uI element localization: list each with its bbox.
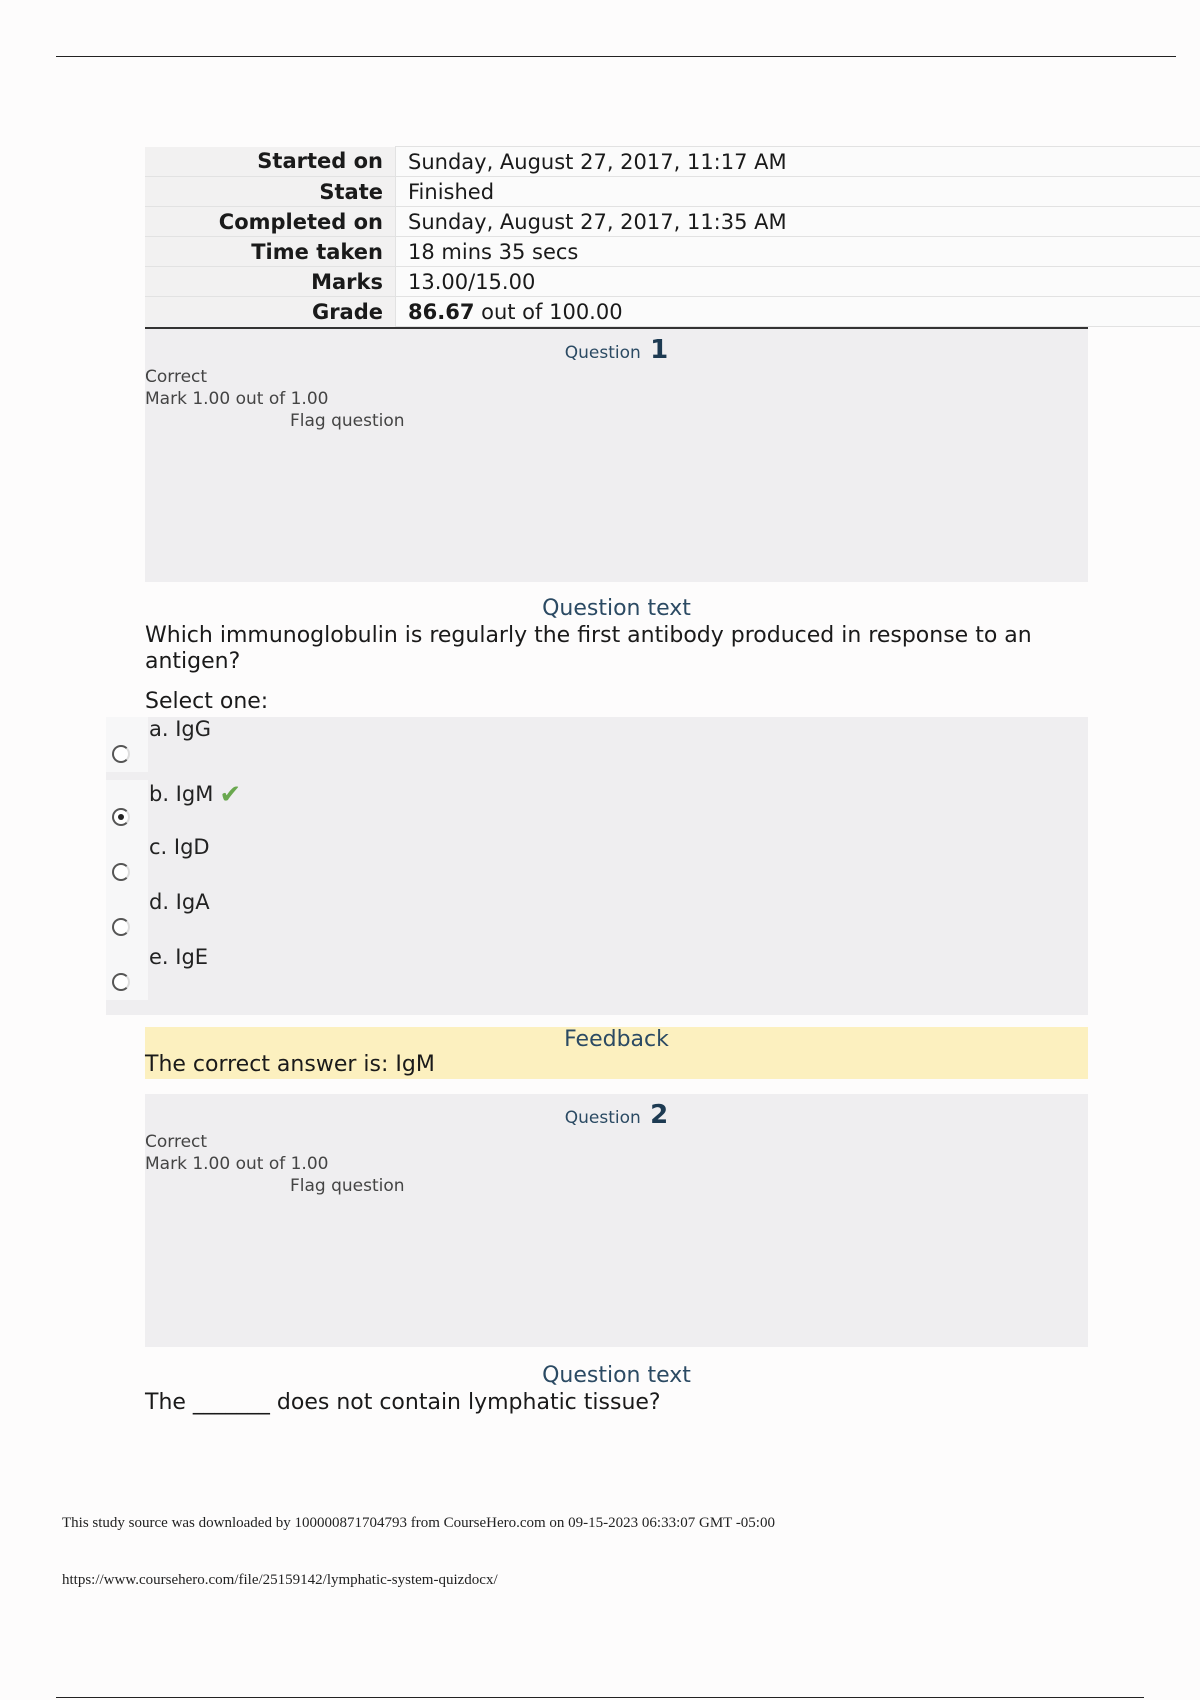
question-text-heading: Question text: [542, 1363, 691, 1388]
summary-value: Sunday, August 27, 2017, 11:35 AM: [396, 207, 1200, 237]
answer-option-e[interactable]: [106, 945, 1088, 1000]
question-number: 1: [650, 335, 669, 365]
radio-button[interactable]: [112, 863, 130, 881]
top-rule: [56, 56, 1176, 57]
summary-label: State: [145, 177, 396, 207]
question-2-text: The _______ does not contain lymphatic tissue?: [145, 1390, 661, 1415]
answer-label: a. IgG: [149, 717, 212, 741]
answer-label: d. IgA: [149, 890, 210, 914]
feedback-text: The correct answer is: IgM: [145, 1052, 435, 1077]
summary-label: Marks: [145, 267, 396, 297]
radio-button-selected[interactable]: [112, 808, 130, 826]
grade-value: 86.67: [408, 299, 475, 324]
summary-row: [145, 177, 1200, 207]
summary-row: [145, 297, 1200, 327]
source-url[interactable]: https://www.coursehero.com/file/25159142/lymphatic-system-quizdocx/: [62, 1572, 498, 1588]
summary-value: Sunday, August 27, 2017, 11:17 AM: [396, 147, 1200, 177]
answer-option-d[interactable]: [106, 890, 1088, 945]
answer-option-b[interactable]: [106, 780, 1088, 835]
question-1-heading: [145, 329, 1088, 365]
summary-value: [396, 297, 1200, 327]
radio-gutter: [106, 945, 148, 1000]
attempt-summary-table: [145, 146, 1200, 327]
answer-label-wrap: [149, 780, 241, 810]
flag-question-link[interactable]: Flag question: [290, 1176, 405, 1196]
summary-value: 13.00/15.00: [396, 267, 1200, 297]
summary-label: Completed on: [145, 207, 396, 237]
question-state: Correct: [145, 1132, 208, 1152]
summary-label: Started on: [145, 147, 396, 177]
summary-label: Time taken: [145, 237, 396, 267]
answer-label: b. IgM: [149, 782, 214, 806]
question-number: 2: [650, 1100, 669, 1130]
summary-row: [145, 147, 1200, 177]
question-2-heading: [145, 1094, 1088, 1130]
radio-gutter: [106, 835, 148, 890]
question-1-text: Which immunoglobulin is regularly the first antibody produced in response to an antigen?: [145, 623, 1032, 674]
grade-out-of: out of 100.00: [474, 299, 623, 324]
question-mark: Mark 1.00 out of 1.00: [145, 1154, 329, 1174]
summary-row: [145, 207, 1200, 237]
question-2-info: [145, 1094, 1088, 1347]
select-one-prompt: Select one:: [145, 689, 269, 714]
question-label: Question: [564, 343, 641, 363]
radio-gutter: [106, 717, 148, 772]
download-source-note: This study source was downloaded by 100000871704793 from CourseHero.com on 09-15-2023 06:33:07 GMT -05:00: [62, 1515, 775, 1531]
summary-row: [145, 267, 1200, 297]
radio-gutter: [106, 890, 148, 945]
radio-button[interactable]: [112, 918, 130, 936]
summary-value: Finished: [396, 177, 1200, 207]
question-1-info: [145, 327, 1088, 582]
radio-button[interactable]: [112, 973, 130, 991]
question-state: Correct: [145, 367, 208, 387]
feedback-box: [145, 1027, 1088, 1079]
radio-gutter: [106, 780, 148, 835]
summary-row: [145, 237, 1200, 267]
answer-option-a[interactable]: [106, 717, 1088, 772]
question-label: Question: [564, 1108, 641, 1128]
bottom-rule: [56, 1697, 1144, 1698]
question-text-heading: Question text: [542, 596, 691, 621]
answer-option-c[interactable]: [106, 835, 1088, 890]
answer-label: c. IgD: [149, 835, 210, 859]
answer-options: [106, 717, 1088, 1015]
question-mark: Mark 1.00 out of 1.00: [145, 389, 329, 409]
flag-question-link[interactable]: Flag question: [290, 411, 405, 431]
summary-value: 18 mins 35 secs: [396, 237, 1200, 267]
checkmark-icon: ✔: [219, 780, 242, 810]
answer-label: e. IgE: [149, 945, 209, 969]
summary-label: Grade: [145, 297, 396, 327]
feedback-heading: Feedback: [564, 1027, 669, 1052]
radio-button[interactable]: [112, 745, 130, 763]
